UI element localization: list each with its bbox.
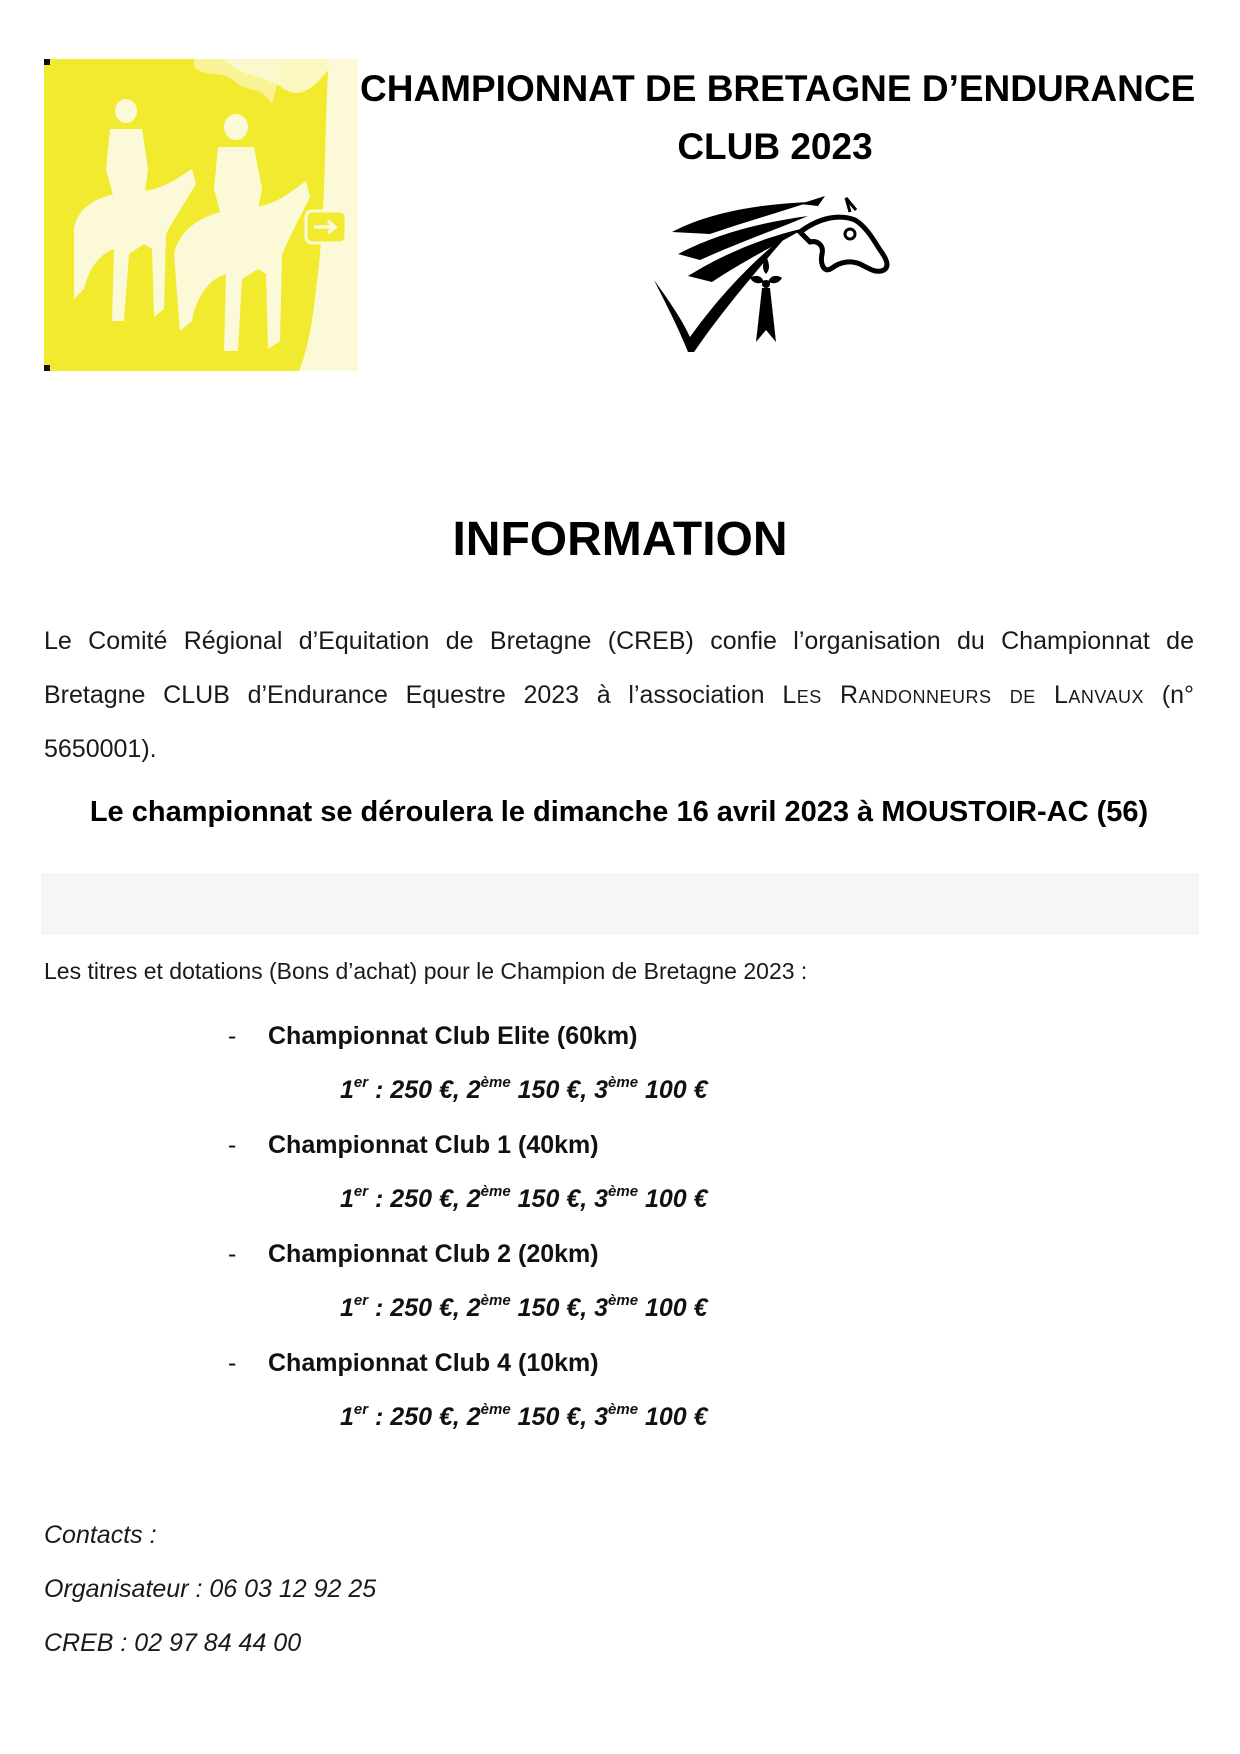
prize-second-val: 150 €,: [510, 1403, 595, 1431]
championship-label: Championnat Club 2 (20km): [268, 1240, 599, 1268]
prize-third-val: 100 €: [638, 1403, 708, 1431]
prize-second-val: 150 €,: [510, 1294, 595, 1322]
championship-list: [228, 1016, 1028, 1452]
endurance-logo: [44, 59, 358, 371]
title-line-1: CHAMPIONNAT DE BRETAGNE D’ENDURANCE: [360, 68, 1196, 109]
prize-third-sup: ème: [608, 1291, 639, 1309]
championship-name: [228, 1343, 599, 1383]
prize-second-ord: 2: [466, 1076, 481, 1104]
prize-second-sup: ème: [480, 1291, 511, 1309]
endurance-riders-icon: [44, 59, 358, 371]
horse-head-emblem: [650, 192, 890, 354]
prize-second-sup: ème: [480, 1073, 511, 1091]
championship-name: [228, 1016, 637, 1056]
list-bullet: -: [228, 1349, 237, 1377]
prize-third-ord: 3: [594, 1294, 609, 1322]
prize-line: [340, 1288, 708, 1328]
championship-label: Championnat Club 1 (40km): [268, 1131, 599, 1159]
contacts-heading: Contacts :: [44, 1521, 157, 1549]
title-line-2: CLUB 2023: [677, 126, 873, 167]
intro-text-part2: (n° 5650001).: [44, 681, 1194, 763]
prize-third-sup: ème: [608, 1400, 639, 1418]
prize-second-ord: 2: [466, 1185, 481, 1213]
titles-intro: Les titres et dotations (Bons d’achat) pour le Champion de Bretagne 2023 :: [44, 958, 808, 984]
list-bullet: -: [228, 1131, 237, 1159]
list-bullet: -: [228, 1022, 237, 1050]
championship-item: [228, 1125, 1028, 1234]
contact-organisateur: Organisateur : 06 03 12 92 25: [44, 1575, 377, 1603]
association-name: Les Randonneurs de Lanvaux: [782, 681, 1145, 709]
prize-first-val: : 250 €,: [368, 1076, 467, 1104]
page-title: [360, 60, 1196, 176]
contacts-block: [44, 1508, 376, 1670]
prize-third-sup: ème: [608, 1182, 639, 1200]
prize-first-val: : 250 €,: [368, 1185, 467, 1213]
prize-second-sup: ème: [480, 1400, 511, 1418]
championship-item: [228, 1343, 1028, 1452]
championship-name: [228, 1125, 599, 1165]
shaded-separator: [41, 873, 1199, 935]
championship-item: [228, 1016, 1028, 1125]
championship-date-line: Le championnat se déroulera le dimanche 16 avril 2023 à MOUSTOIR-AC (56): [89, 796, 1149, 828]
prize-first-sup: er: [353, 1182, 369, 1200]
list-bullet: -: [228, 1240, 237, 1268]
prize-second-sup: ème: [480, 1182, 511, 1200]
prize-line: [340, 1070, 708, 1110]
prize-second-val: 150 €,: [510, 1076, 595, 1104]
championship-name: [228, 1234, 599, 1274]
championship-item: [228, 1234, 1028, 1343]
prize-first-sup: er: [353, 1400, 369, 1418]
prize-third-ord: 3: [594, 1403, 609, 1431]
prize-second-ord: 2: [466, 1294, 481, 1322]
contact-creb: CREB : 02 97 84 44 00: [44, 1629, 302, 1657]
prize-third-val: 100 €: [638, 1294, 708, 1322]
intro-text-part1: Le Comité Régional d’Equitation de Bretagne (CREB) confie l’organisation du Championnat de Bretagne CLUB d’Endurance Equestre 2023 à l’association: [44, 627, 1194, 709]
prize-third-sup: ème: [608, 1073, 639, 1091]
championship-label: Championnat Club 4 (10km): [268, 1349, 599, 1377]
information-heading: INFORMATION: [452, 513, 788, 566]
prize-second-val: 150 €,: [510, 1185, 595, 1213]
prize-third-ord: 3: [594, 1185, 609, 1213]
prize-first-ord: 1: [340, 1294, 354, 1322]
prize-first-ord: 1: [340, 1076, 354, 1104]
prize-first-ord: 1: [340, 1185, 354, 1213]
prize-third-val: 100 €: [638, 1185, 708, 1213]
prize-third-val: 100 €: [638, 1076, 708, 1104]
prize-first-ord: 1: [340, 1403, 354, 1431]
horse-head-hermine-icon: [650, 192, 890, 354]
prize-line: [340, 1397, 708, 1437]
prize-second-ord: 2: [466, 1403, 481, 1431]
championship-label: Championnat Club Elite (60km): [268, 1022, 638, 1050]
prize-third-ord: 3: [594, 1076, 609, 1104]
intro-paragraph: [44, 614, 1194, 776]
prize-first-sup: er: [353, 1073, 369, 1091]
prize-first-val: : 250 €,: [368, 1294, 467, 1322]
prize-first-sup: er: [353, 1291, 369, 1309]
prize-first-val: : 250 €,: [368, 1403, 467, 1431]
prize-line: [340, 1179, 708, 1219]
